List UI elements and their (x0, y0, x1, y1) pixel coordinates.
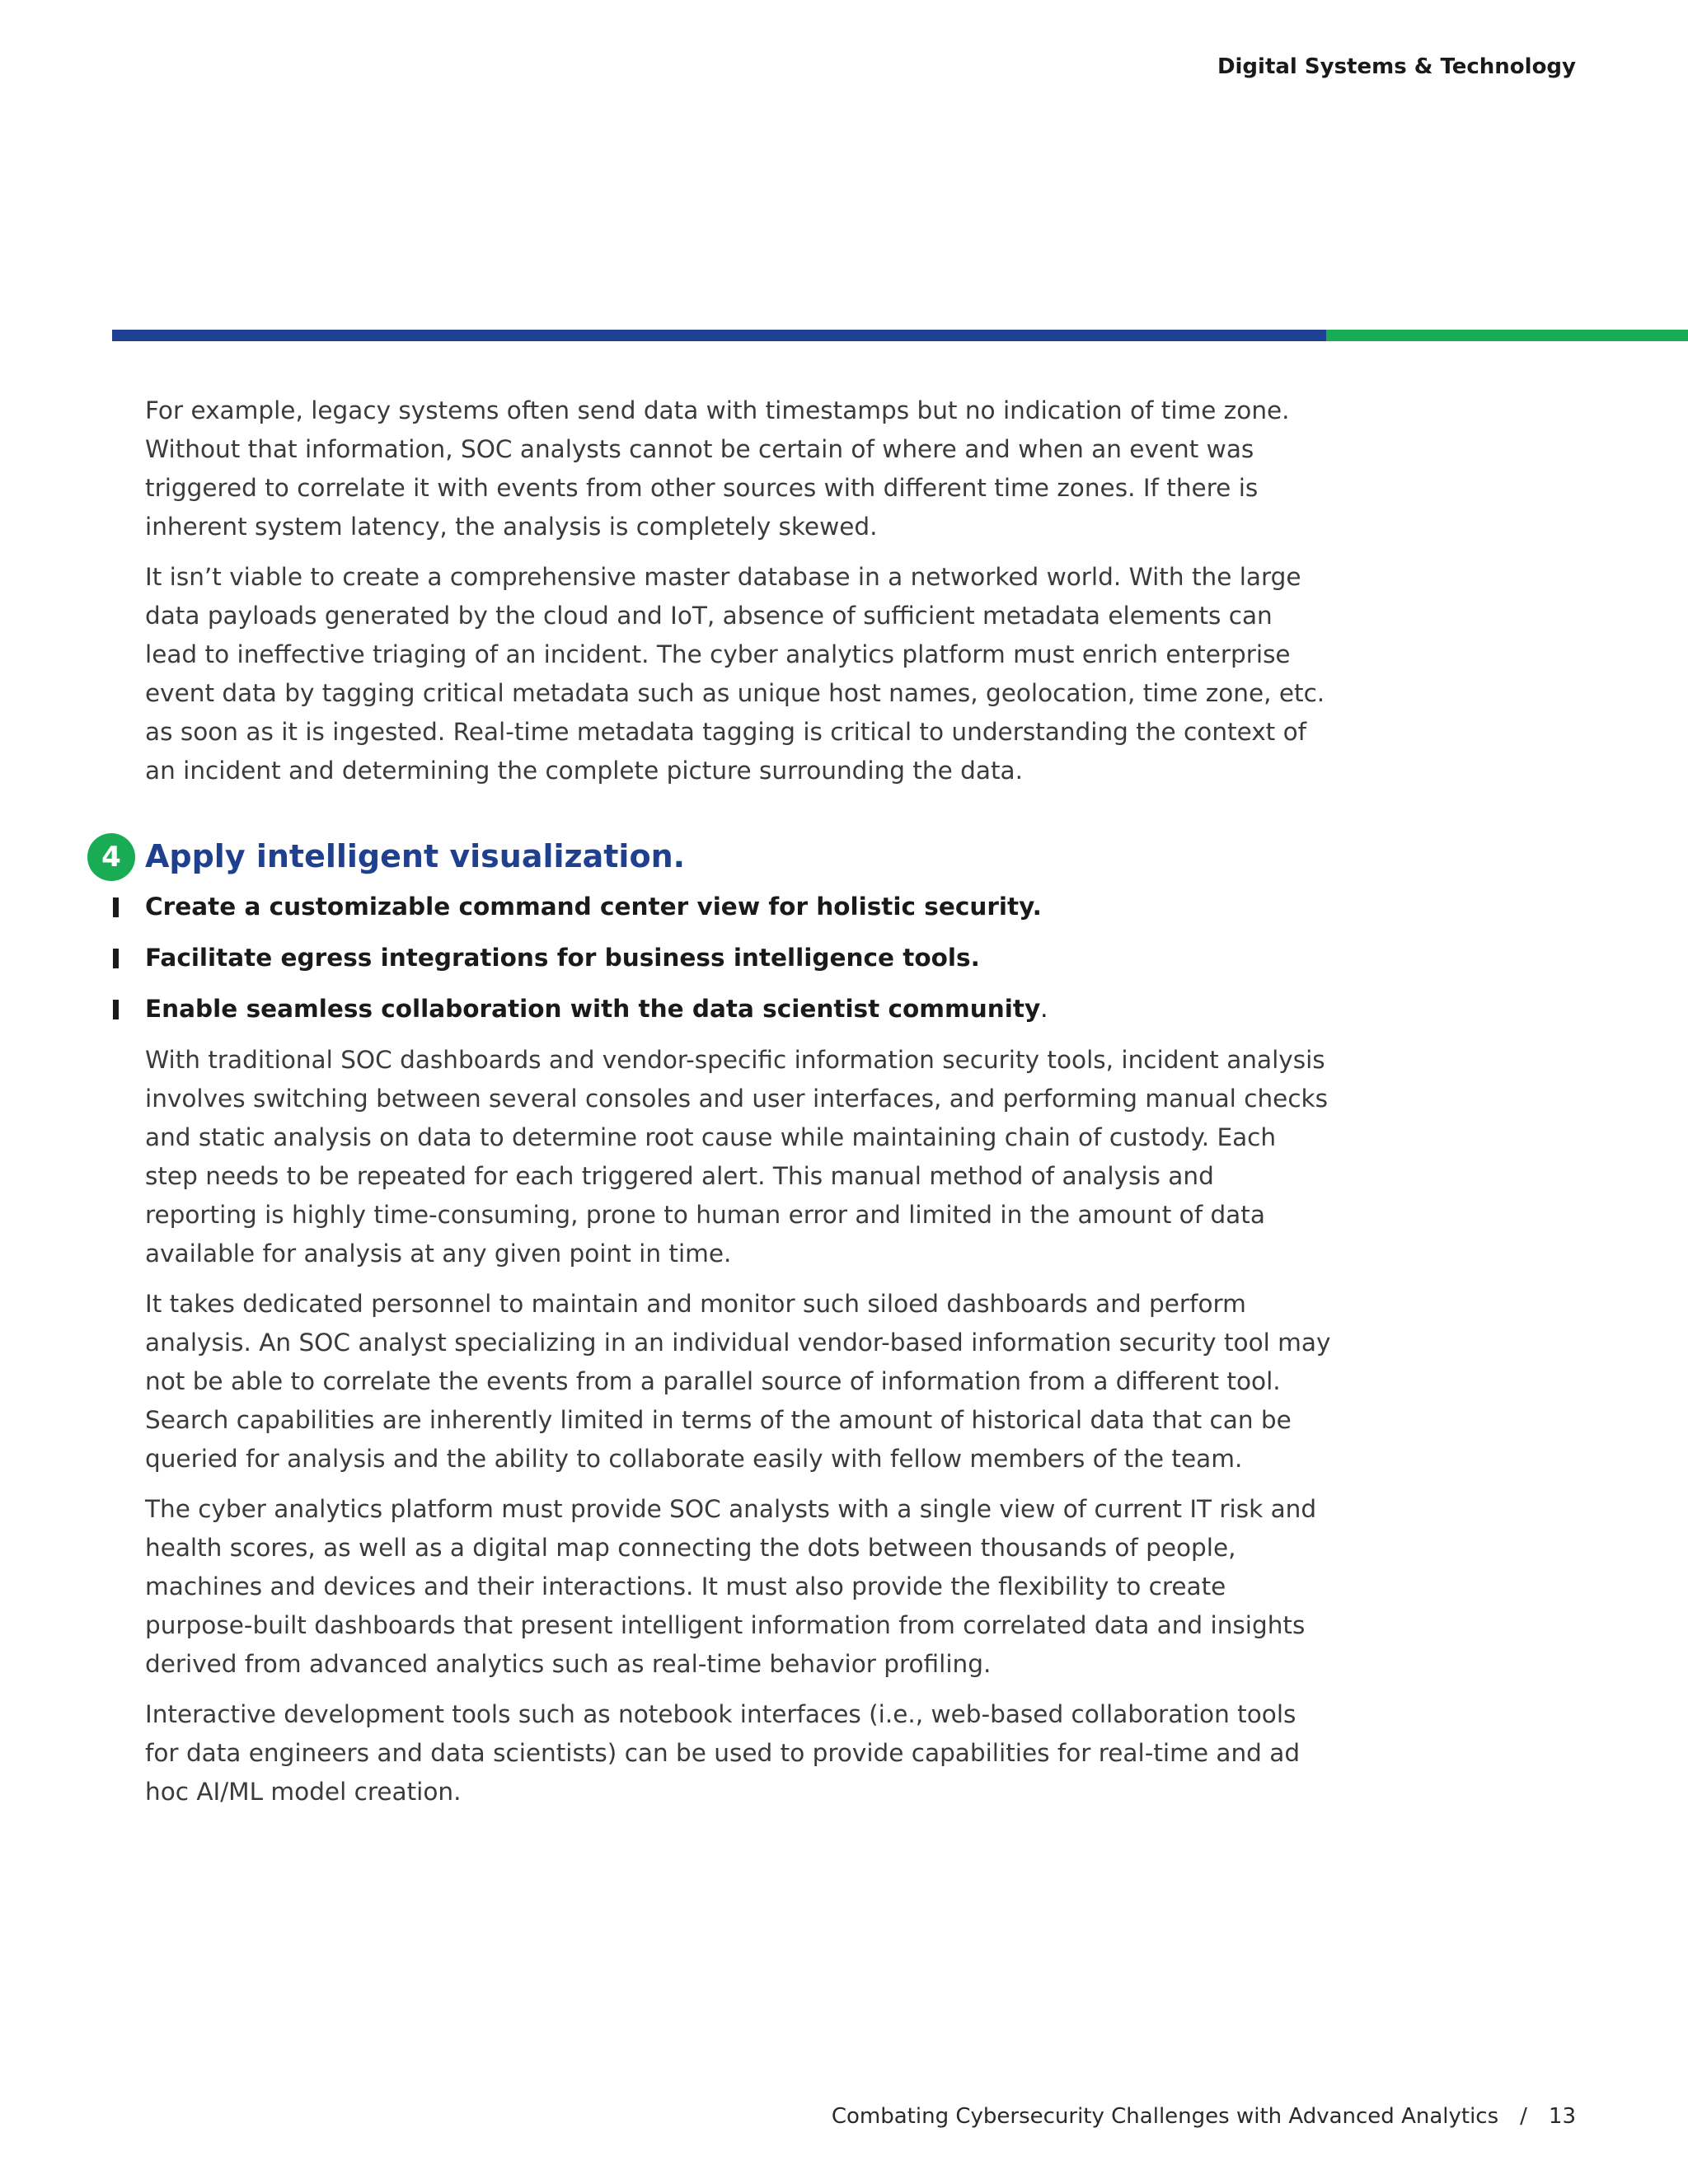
section-paragraph-3: The cyber analytics platform must provide SOC analysts with a single view of current IT risk and health scores, as well as a digital map connecting the dots between thousands of people, machines and devices and their interactions. It must also provide the flexibility to create purpose-built dashboards that present intelligent information from correlated data and insights derived from advanced analytics such as real-time behavior profiling. (145, 1495, 1317, 1678)
bullet-marker (113, 949, 119, 968)
intro-paragraph-1: For example, legacy systems often send data with timestamps but no indication of time zone. Without that information, SOC analysts cannot be certain of where and when an event was triggered to correlate it with events from other sources with different time zones. If there is inherent system latency, the analysis is completely skewed. (145, 396, 1290, 541)
bullet-marker (113, 1000, 119, 1019)
header-rule (112, 330, 1688, 341)
bullet-trail: . (1040, 995, 1048, 1023)
section-paragraph-1: With traditional SOC dashboards and vendor-specific information security tools, incident analysis involves switching between several consoles and user interfaces, and performing manual checks and static analysis on data to determine root cause while maintaining chain of custody. Each step needs to be repeated for each triggered alert. This manual method of analysis and reporting is highly time-consuming, prone to human error and limited in the amount of data available for analysis at any given point in time. (145, 1046, 1328, 1268)
page-footer (832, 2104, 1576, 2129)
bullet-text: Enable seamless collaboration with the data scientist community (145, 995, 1041, 1023)
bullet-item (145, 990, 1332, 1029)
bullet-text: Facilitate egress integrations for business intelligence tools. (145, 944, 980, 972)
footer-separator: / (1520, 2104, 1527, 2129)
running-header: Digital Systems & Technology (1217, 54, 1576, 79)
section-paragraph-2: It takes dedicated personnel to maintain and monitor such siloed dashboards and perform analysis. An SOC analyst specializing in an individual vendor-based information security tool may not be able to correlate the events from a parallel source of information from a different tool. Search capabilities are inherently limited in terms of the amount of historical data that can be queried for analysis and the ability to collaborate easily with fellow members of the team. (145, 1290, 1331, 1473)
section-bullet-list (145, 888, 1332, 1029)
section-title: Apply intelligent visualization. (145, 838, 686, 874)
page-number: 13 (1548, 2104, 1576, 2129)
intro-paragraph-2: It isn’t viable to create a comprehensive master database in a networked world. With the large data payloads generated by the cloud and IoT, absence of sufficient metadata elements can lead to ineffective triaging of an incident. The cyber analytics platform must enrich enterprise event data by tagging critical metadata such as unique host names, geolocation, time zone, etc. as soon as it is ingested. Real-time metadata tagging is critical to understanding the context of an incident and determining the complete picture surrounding the data. (145, 563, 1325, 785)
main-content (101, 391, 1332, 1823)
section-heading (101, 833, 1332, 879)
header-rule-blue (112, 330, 1326, 341)
bullet-text: Create a customizable command center view for holistic security. (145, 893, 1042, 921)
section-paragraph-4: Interactive development tools such as notebook interfaces (i.e., web-based collaboration tools for data engineers and data scientists) can be used to provide capabilities for real-time and ad hoc AI/ML model creation. (145, 1700, 1301, 1806)
bullet-marker (113, 898, 119, 917)
section-number-badge: 4 (87, 833, 135, 881)
bullet-item (145, 888, 1332, 926)
bullet-item (145, 939, 1332, 977)
header-rule-green (1326, 330, 1688, 341)
footer-title: Combating Cybersecurity Challenges with Advanced Analytics (831, 2104, 1499, 2129)
